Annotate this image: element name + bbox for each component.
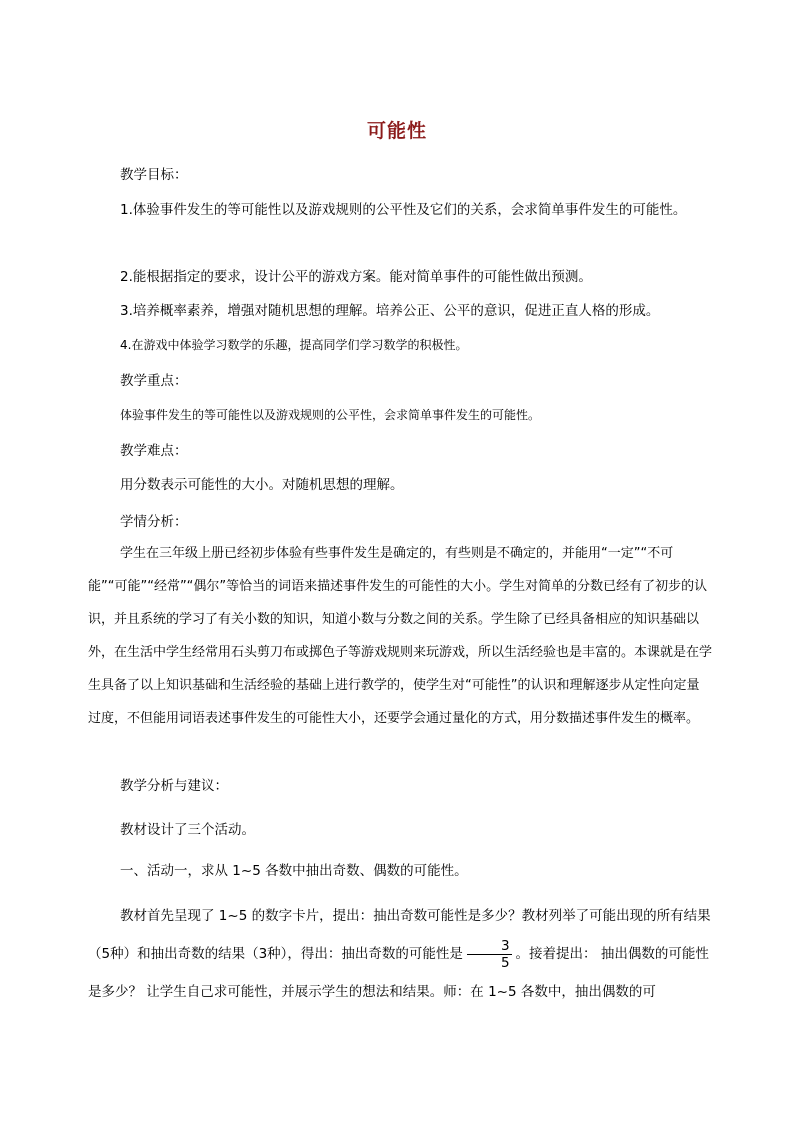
difficulty-text: 用分数表示可能性的大小。对随机思想的理解。 <box>120 477 404 493</box>
activities-intro: 教材设计了三个活动。 <box>120 822 255 838</box>
goal-4: 4.在游戏中体验学习数学的乐趣，提高同学们学习数学的积极性。 <box>120 338 468 352</box>
key-heading: 教学重点： <box>120 373 188 389</box>
fraction <box>467 938 512 971</box>
suggestion-heading: 教学分析与建议： <box>120 778 228 794</box>
key-text: 体验事件发生的等可能性以及游戏规则的公平性，会求简单事件发生的可能性。 <box>120 408 541 422</box>
description-part-a: 教材首先呈现了 1~5 的数字卡片，提出：抽出奇数可能性是多少？教材列举了可能出现的所有结果（5种）和抽出奇数的结果（3种），得出：抽出奇数的可能性是 <box>88 908 711 962</box>
goal-1: 1.体验事件发生的等可能性以及游戏规则的公平性及它们的关系，会求简单事件发生的可能性。 <box>120 202 687 218</box>
difficulty-heading: 教学难点： <box>120 443 188 459</box>
goal-2: 2.能根据指定的要求，设计公平的游戏方案。能对简单事件的可能性做出预测。 <box>120 269 592 285</box>
fraction-numerator: 3 <box>467 938 512 955</box>
analysis-heading: 学情分析： <box>120 514 188 530</box>
activity-1: 一、活动一，求从 1~5 各数中抽出奇数、偶数的可能性。 <box>120 863 468 879</box>
goal-3: 3.培养概率素养，增强对随机思想的理解。培养公正、公平的意识，促进正直人格的形成。 <box>120 303 660 319</box>
page-title: 可能性 <box>366 120 427 142</box>
description-part-b: 。接着提出： 抽出偶数的可能性是多少？ 让学生自己求可能性，并展示学生的想法和结果。师：在 1~5 各数中，抽出偶数的可 <box>88 946 709 1000</box>
analysis-text: 学生在三年级上册已经初步体验有些事件发生是确定的，有些则是不确定的，并能用“一定”“不可能”“可能”“经常”“偶尔”等恰当的词语来描述事件发生的可能性的大小。学生对简单的分数已经有了初步的认识，并且系统的学习了有关小数的知识，知道小数与分数之间的关系。学生除了已经具备相应的知识基础以外，在生活中学生经常用石头剪刀布或掷色子等游戏规则来玩游戏，所以生活经验也是丰富的。本课就是在学生具备了以上知识基础和生活经验的基础上进行教学的，使学生对“可能性”的认识和理解逐步从定性向定量过度，不但能用词语表述事件发生的可能性大小，还要学会通过量化的方式，用分数描述事件发生的概率。 <box>88 546 713 726</box>
goals-heading: 教学目标： <box>120 167 188 183</box>
activity-1-description <box>88 897 712 1011</box>
fraction-denominator: 5 <box>500 954 510 971</box>
